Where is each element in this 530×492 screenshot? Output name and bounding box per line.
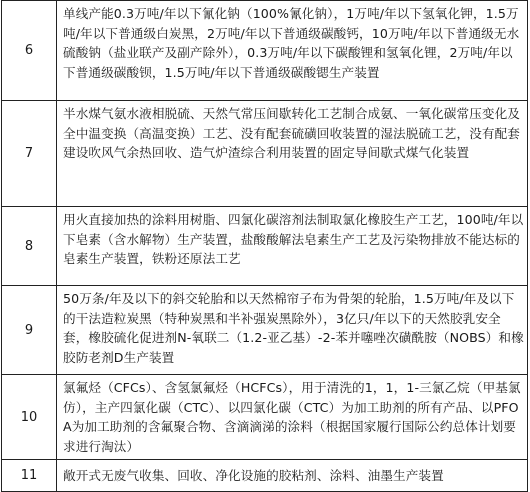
row-description: 50万条/年及以下的斜交轮胎和以天然棉帘子布为骨架的轮胎，1.5万吨/年及以下的干法造粒炭黑（特种炭黑和半补强炭黑除外），3亿只/年以下的天然胶乳安全套，橡胶硫化促进剂N-氧联二（1.2-亚乙基）-2-苯并噻唑次磺酰胺（NOBS）和橡胶防老剂D生产装置 <box>57 286 528 375</box>
row-description: 用火直接加热的涂料用树脂、四氯化碳溶剂法制取氯化橡胶生产工艺，100吨/年以下皂素（含水解物）生产装置，盐酸酸解法皂素生产工艺及污染物排放不能达标的皂素生产装置，铁粉还原法工艺 <box>57 207 528 286</box>
table-row <box>2 1 528 101</box>
row-description: 单线产能0.3万吨/年以下氰化钠（100%氰化钠），1万吨/年以下氢氧化钾，1.5万吨/年以下普通级白炭黑，2万吨/年以下普通级碳酸钙，10万吨/年以下普通级无水硫酸钠（盐业联产及副产除外），0.3万吨/年以下碳酸锂和氢氧化锂，2万吨/年以下普通级碳酸钡，1.5万吨/年以下普通级碳酸锶生产装置 <box>57 1 528 101</box>
table-row <box>2 375 528 460</box>
row-number: 11 <box>2 460 57 492</box>
row-number: 8 <box>2 207 57 286</box>
table-row <box>2 207 528 286</box>
row-description: 氯氟烃（CFCs）、含氢氯氟烃（HCFCs），用于清洗的1，1，1-三氯乙烷（甲基氯仿），主产四氯化碳（CTC）、以四氯化碳（CTC）为加工助剂的所有产品、以PFOA为加工助剂的含氟聚合物、含滴滴涕的涂料（根据国家履行国际公约总体计划要求进行淘汰） <box>57 375 528 460</box>
row-number: 9 <box>2 286 57 375</box>
row-number: 6 <box>2 1 57 101</box>
table-row <box>2 460 528 492</box>
row-description: 敞开式无废气收集、回收、净化设施的胶粘剂、涂料、油墨生产装置 <box>57 460 528 492</box>
table-row <box>2 101 528 207</box>
row-number: 7 <box>2 101 57 207</box>
elimination-list-table <box>1 0 528 492</box>
row-number: 10 <box>2 375 57 460</box>
row-description: 半水煤气氨水液相脱硫、天然气常压间歇转化工艺制合成氨、一氧化碳常压变化及全中温变换（高温变换）工艺、没有配套硫磺回收装置的湿法脱硫工艺，没有配套建设吹风气余热回收、造气炉渣综合利用装置的固定导间歇式煤气化装置 <box>57 101 528 207</box>
table-row <box>2 286 528 375</box>
